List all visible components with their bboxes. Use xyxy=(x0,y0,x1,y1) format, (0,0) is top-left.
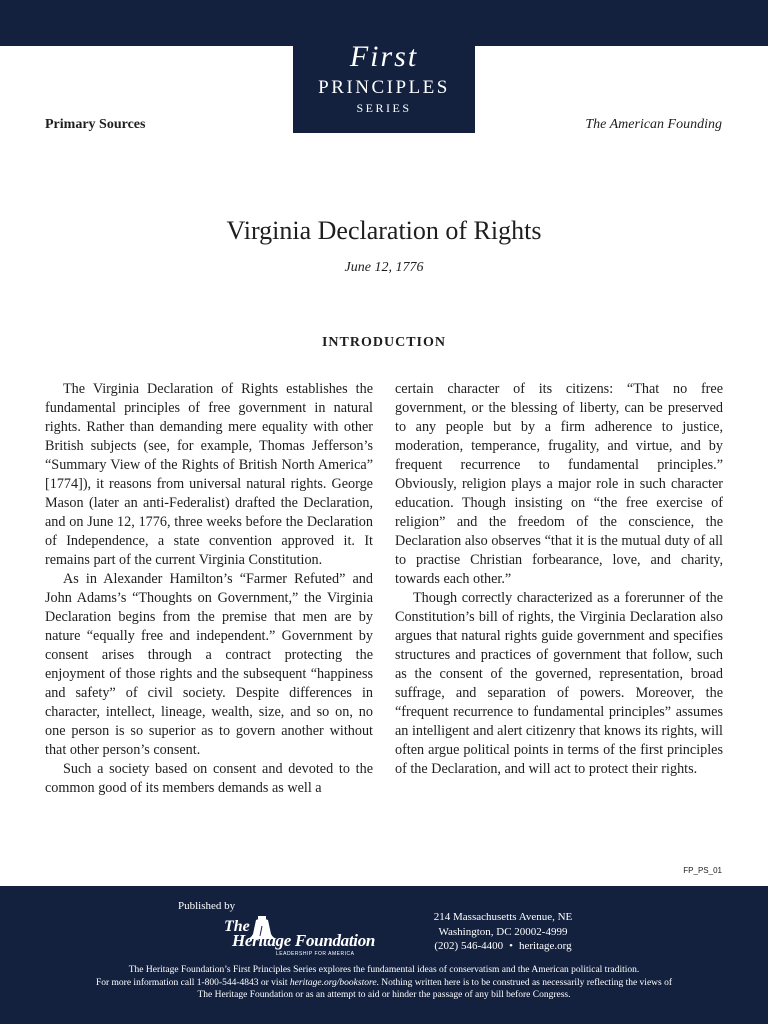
logo-heritage-foundation: Heritage Foundation xyxy=(232,931,376,950)
left-column xyxy=(45,380,373,798)
paragraph: Such a society based on consent and devoted to the common good of its members demands as well a xyxy=(45,761,373,796)
logo-tagline: LEADERSHIP FOR AMERICA xyxy=(276,951,355,957)
primary-sources-label: Primary Sources xyxy=(45,117,146,132)
disclaimer-line xyxy=(30,977,738,990)
document-date: June 12, 1776 xyxy=(344,260,424,275)
footer xyxy=(0,886,768,1024)
badge-principles: PRINCIPLES xyxy=(318,77,450,98)
paragraph: certain character of its citizens: “That no free government, or the blessing of liberty, can be preserved to any people but by a firm adherence to justice, moderation, temperance, frugality, and virtue, and by frequent recurrence to fundamental principles.” Obviously, religion plays a major role in such character education. Though insisting on “the free exercise of religion” and the freedom of the conscience, the Declaration also observes “that it is the mutual duty of all to practise Christian forbearance, love, and charity, towards each other.” xyxy=(395,381,723,587)
heritage-foundation-logo[interactable] xyxy=(222,914,382,956)
phone-number[interactable]: (202) 546-4400 xyxy=(434,940,504,952)
badge-series: SERIES xyxy=(356,101,412,115)
document-code: FP_PS_01 xyxy=(683,866,722,875)
address-block xyxy=(423,910,583,954)
section-heading: INTRODUCTION xyxy=(321,335,446,350)
bookstore-link[interactable]: heritage.org/bookstore xyxy=(289,977,377,988)
bullet-separator: • xyxy=(509,940,513,952)
contact-line xyxy=(423,939,583,954)
paragraph: The Virginia Declaration of Rights establishes the fundamental principles of free government in natural rights. Rather than demanding mere equality with other British subjects (see, for example, Thomas Jefferson’s “Summary View of the Rights of British North America” [1774]), it reasons from universal natural rights. George Mason (later an anti-Federalist) drafted the Declaration, and on June 12, 1776, three weeks before the Declaration of Independence, a state convention approved it. It remains part of the current Virginia Constitution. xyxy=(45,381,373,568)
badge-script-first: First xyxy=(349,40,419,73)
disclaimer-line: The Heritage Foundation or as an attempt to aid or hinder the passage of any bill before Congress. xyxy=(197,990,571,1000)
paragraph: As in Alexander Hamilton’s “Farmer Refuted” and John Adams’s “Thoughts on Government,” the Virginia Declaration begins from the premise that men are by nature “equally free and independent.” Government by consent arises through a contract protecting the enjoyment of those rights and the subsequent “happiness and safety” of civil society. Despite differences in character, intellect, lineage, wealth, size, and so on, no one person is so superior as to govern another without that other person’s consent. xyxy=(45,571,373,758)
american-founding-label: The American Founding xyxy=(585,117,722,132)
disclaimer-text: For more information call 1-800-544-4843 or visit xyxy=(95,977,290,988)
logo-the: The xyxy=(224,918,250,935)
website-link[interactable]: heritage.org xyxy=(518,940,572,952)
disclaimer-line: The Heritage Foundation’s First Principles Series explores the fundamental ideas of conservatism and the American political tradition. xyxy=(128,965,640,975)
published-by-label: Published by xyxy=(178,900,236,912)
series-badge xyxy=(293,36,475,133)
right-column xyxy=(395,380,723,779)
paragraph: Though correctly characterized as a forerunner of the Constitution’s bill of rights, the Virginia Declaration also argues that natural rights guide government and specifies structures and practices of government that follow, such as the consent of the governed, representation, broad suffrage, and separation of powers. Moreover, the “frequent recurrence to fundamental principles” assumes an intelligent and alert citizenry that knows its rights, will often argue political points in terms of the first principles of the Declaration, and will act to protect their rights. xyxy=(395,590,723,777)
disclaimer-text: . Nothing written here is to be construed as necessarily reflecting the views of xyxy=(376,977,673,988)
footer-disclaimer xyxy=(30,964,738,1002)
address-street: 214 Massachusetts Avenue, NE xyxy=(433,911,573,923)
address-city: Washington, DC 20002-4999 xyxy=(438,925,568,938)
document-title: Virginia Declaration of Rights xyxy=(226,216,542,245)
